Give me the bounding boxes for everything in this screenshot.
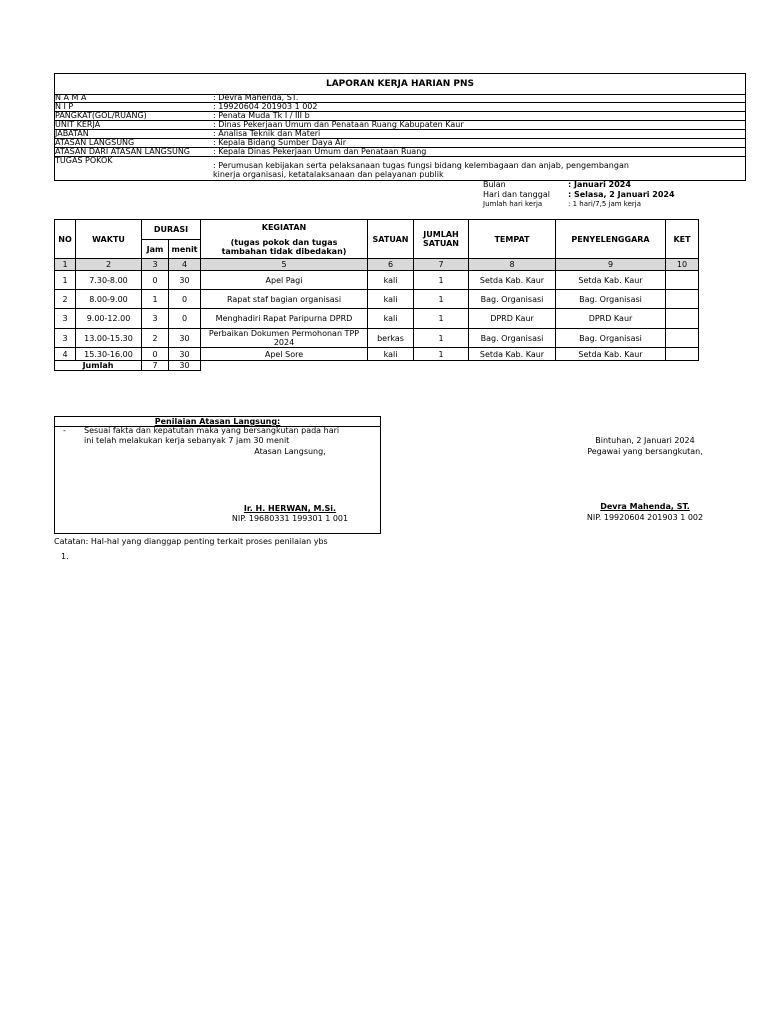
field-row-nip — [55, 103, 745, 112]
jumlah-hari-label: Jumlah hari kerja — [483, 200, 543, 208]
header-tempat: TEMPAT — [469, 220, 556, 259]
cell-ket — [666, 309, 699, 329]
cell-ket — [666, 329, 699, 348]
field-label: ATASAN DARI ATASAN LANGSUNG — [55, 147, 190, 156]
cell-no: 1 — [55, 271, 76, 290]
field-value: : 19920604 201903 1 002 — [213, 102, 318, 111]
cell-waktu: 13.00-15.30 — [76, 329, 142, 348]
table-row — [55, 329, 699, 348]
header-kegiatan-title: KEGIATAN — [261, 222, 307, 232]
cell-menit: 30 — [169, 271, 201, 290]
cell-penyelenggara: Setda Kab. Kaur — [556, 348, 666, 361]
employee-name: Devra Mahenda, ST. — [600, 502, 690, 511]
jumlah-hari-value: : 1 hari/7,5 jam kerja — [568, 200, 642, 208]
assessment-bullet: - — [63, 426, 66, 435]
total-menit: 30 — [169, 361, 201, 371]
col-number: 3 — [142, 259, 169, 271]
table-row — [55, 348, 699, 361]
field-value: : Kepala Dinas Pekerjaan Umum dan Penataan Ruang — [213, 147, 427, 156]
cell-satuan: kali — [368, 309, 414, 329]
field-label: UNIT KERJA — [55, 120, 101, 129]
supervisor-name: Ir. H. HERWAN, M.Si. — [243, 504, 337, 513]
cell-jam: 3 — [142, 309, 169, 329]
bulan-label: Bulan — [483, 180, 506, 189]
cell-jumlah: 1 — [414, 309, 469, 329]
report-title: LAPORAN KERJA HARIAN PNS — [325, 79, 475, 89]
cell-menit: 30 — [169, 329, 201, 348]
assessment-title: Penilaian Atasan Langsung: — [55, 417, 380, 427]
cell-jam: 1 — [142, 290, 169, 309]
cell-tempat: Bag. Organisasi — [469, 329, 556, 348]
cell-waktu: 9.00-12.00 — [76, 309, 142, 329]
col-number: 5 — [201, 259, 368, 271]
cell-jam: 0 — [142, 348, 169, 361]
cell-satuan: kali — [368, 348, 414, 361]
header-kegiatan-sub: (tugas pokok dan tugas tambahan tidak dibedakan) — [221, 237, 347, 256]
cell-ket — [666, 348, 699, 361]
col-number: 4 — [169, 259, 201, 271]
col-number: 8 — [469, 259, 556, 271]
header-kegiatan — [201, 220, 368, 259]
header-durasi: DURASI — [142, 220, 201, 240]
activity-table — [54, 219, 699, 371]
header-penyelenggara: PENYELENGGARA — [556, 220, 666, 259]
total-row-spacer — [201, 361, 699, 371]
report-title-row — [55, 74, 745, 95]
cell-jam: 0 — [142, 271, 169, 290]
hari-label: Hari dan tanggal — [483, 190, 550, 199]
total-jam: 7 — [142, 361, 169, 371]
table-row — [55, 290, 699, 309]
header-ket: KET — [666, 220, 699, 259]
field-value-cont: kinerja organisasi, ketatalaksanaan dan pelayanan publik — [213, 170, 444, 179]
cell-jumlah: 1 — [414, 329, 469, 348]
header-waktu: WAKTU — [76, 220, 142, 259]
field-row-unit-kerja — [55, 121, 745, 130]
field-label: N A M A — [55, 93, 87, 102]
field-row-nama — [55, 94, 745, 103]
supervisor-role: Atasan Langsung, — [254, 447, 326, 456]
cell-penyelenggara: Bag. Organisasi — [556, 329, 666, 348]
cell-satuan: kali — [368, 271, 414, 290]
cell-penyelenggara: DPRD Kaur — [556, 309, 666, 329]
header-jumlah-satuan: JUMLAH SATUAN — [414, 220, 469, 259]
field-label: N I P — [55, 102, 74, 111]
header-jam: Jam — [142, 240, 169, 259]
field-value: : Penata Muda Tk I / III b — [213, 111, 310, 120]
cell-ket — [666, 290, 699, 309]
field-value: : Perumusan kebijakan serta pelaksanaan tugas fungsi bidang kelembagaan dan anjab, pengembangan — [213, 161, 629, 170]
field-row-jabatan — [55, 130, 745, 139]
cell-no: 3 — [55, 329, 76, 348]
header-no: NO — [55, 220, 76, 259]
cell-waktu: 15.30-16.00 — [76, 348, 142, 361]
field-label: ATASAN LANGSUNG — [55, 138, 135, 147]
cell-satuan: berkas — [368, 329, 414, 348]
cell-ket — [666, 271, 699, 290]
cell-tempat: Bag. Organisasi — [469, 290, 556, 309]
cell-penyelenggara: Setda Kab. Kaur — [556, 271, 666, 290]
field-row-tugas-pokok — [55, 156, 745, 180]
header-satuan: SATUAN — [368, 220, 414, 259]
cell-tempat: Setda Kab. Kaur — [469, 348, 556, 361]
table-row — [55, 309, 699, 329]
cell-no: 3 — [55, 309, 76, 329]
notes-text: Catatan: Hal-hal yang dianggap penting terkait proses penilaian ybs — [54, 537, 328, 546]
col-number: 2 — [76, 259, 142, 271]
cell-menit: 0 — [169, 309, 201, 329]
hari-value: : Selasa, 2 Januari 2024 — [568, 190, 675, 199]
column-number-row — [55, 259, 699, 271]
cell-tempat: DPRD Kaur — [469, 309, 556, 329]
bulan-value: : Januari 2024 — [568, 180, 631, 189]
cell-jumlah: 1 — [414, 290, 469, 309]
field-value: : Dinas Pekerjaan Umum dan Penataan Ruang Kabupaten Kaur — [213, 120, 464, 129]
field-value: : Analisa Teknik dan Materi — [213, 129, 321, 138]
col-number: 9 — [556, 259, 666, 271]
assessment-text — [84, 426, 374, 445]
cell-waktu: 8.00-9.00 — [76, 290, 142, 309]
cell-kegiatan: Perbaikan Dokumen Permohonan TPP 2024 — [201, 329, 368, 348]
total-label: Jumlah — [55, 361, 142, 371]
cell-tempat: Setda Kab. Kaur — [469, 271, 556, 290]
cell-jumlah: 1 — [414, 271, 469, 290]
employee-nip: NIP. 19920604 201903 1 002 — [586, 513, 704, 522]
place-date: Bintuhan, 2 Januari 2024 — [595, 436, 695, 445]
cell-satuan: kali — [368, 290, 414, 309]
header-menit: menit — [169, 240, 201, 259]
assessment-box — [54, 416, 381, 534]
col-number: 6 — [368, 259, 414, 271]
cell-kegiatan: Menghadiri Rapat Paripurna DPRD — [201, 309, 368, 329]
col-number: 1 — [55, 259, 76, 271]
cell-no: 4 — [55, 348, 76, 361]
field-label: TUGAS POKOK — [55, 156, 113, 165]
table-row — [55, 271, 699, 290]
col-number: 10 — [666, 259, 699, 271]
field-value: : Devra Mahenda, ST. — [213, 93, 299, 102]
cell-penyelenggara: Bag. Organisasi — [556, 290, 666, 309]
cell-kegiatan: Rapat staf bagian organisasi — [201, 290, 368, 309]
cell-waktu: 7.30-8.00 — [76, 271, 142, 290]
cell-kegiatan: Apel Sore — [201, 348, 368, 361]
field-label: PANGKAT(GOL/RUANG) — [55, 111, 147, 120]
total-row — [55, 361, 699, 371]
notes-item-1: 1. — [61, 552, 69, 561]
employee-role: Pegawai yang bersangkutan, — [587, 447, 703, 456]
supervisor-nip: NIP. 19680331 199301 1 001 — [231, 514, 349, 523]
col-number: 7 — [414, 259, 469, 271]
field-value: : Kepala Bidang Sumber Daya Air — [213, 138, 347, 147]
cell-jam: 2 — [142, 329, 169, 348]
cell-menit: 0 — [169, 290, 201, 309]
table-header-row — [55, 220, 699, 240]
assessment-text-line2: ini telah melakukan kerja sebanyak 7 jam 30 menit — [84, 436, 290, 445]
cell-jumlah: 1 — [414, 348, 469, 361]
assessment-text-line1: Sesuai fakta dan kepatutan maka yang bersangkutan pada hari — [84, 426, 340, 435]
cell-no: 2 — [55, 290, 76, 309]
employee-info-box — [54, 73, 746, 181]
field-label: JABATAN — [55, 129, 89, 138]
cell-menit: 30 — [169, 348, 201, 361]
cell-kegiatan: Apel Pagi — [201, 271, 368, 290]
